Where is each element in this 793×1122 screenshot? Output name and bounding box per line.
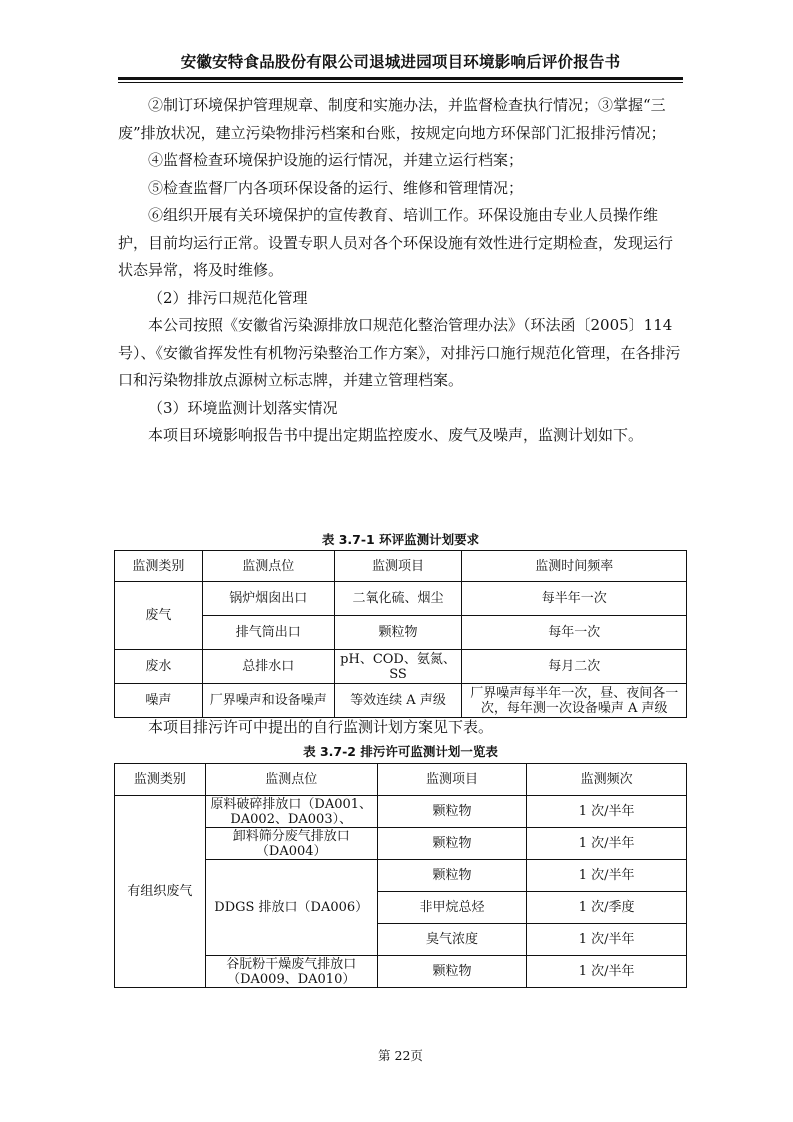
- table-cell: 锅炉烟囱出口: [202, 582, 334, 616]
- table-cell: 颗粒物: [334, 616, 462, 650]
- table-header-row: [115, 764, 687, 796]
- paragraph: ④监督检查环境保护设施的运行情况，并建立运行档案；: [148, 151, 524, 169]
- page-header-title: 安徽安特食品股份有限公司退城进园项目环境影响后评价报告书: [180, 53, 621, 71]
- header-rule-thick: [118, 77, 683, 80]
- table-cell: 厂界噪声和设备噪声: [202, 684, 334, 718]
- table-cell: 二氧化硫、烟尘: [334, 582, 462, 616]
- table-cell: 等效连续 A 声级: [334, 684, 462, 718]
- table-header-cell: 监测点位: [205, 764, 377, 796]
- table-cell: 每半年一次: [462, 582, 687, 616]
- table-cell: pH、COD、氨氮、SS: [334, 650, 462, 684]
- table-cell: 每年一次: [462, 616, 687, 650]
- table-cell: 每月二次: [462, 650, 687, 684]
- table-cell: 1 次/季度: [527, 892, 687, 924]
- table-header-cell: 监测时间频率: [462, 551, 687, 582]
- table-cell: 废水: [115, 650, 203, 684]
- table-cell: 臭气浓度: [377, 924, 527, 956]
- table-header-cell: 监测类别: [115, 551, 203, 582]
- table-cell: 1 次/半年: [527, 828, 687, 860]
- paragraph: 本项目环境影响报告书中提出定期监控废水、废气及噪声，监测计划如下。: [148, 426, 644, 444]
- table-header-row: [115, 551, 687, 582]
- table-cell: 1 次/半年: [527, 924, 687, 956]
- body-text: [118, 92, 683, 450]
- table-cell: 1 次/半年: [527, 956, 687, 988]
- table-cell: 有组织废气: [115, 796, 206, 988]
- table-cell: 总排水口: [202, 650, 334, 684]
- table-cell: 颗粒物: [377, 796, 527, 828]
- table-row: [115, 684, 687, 718]
- table-header-cell: 监测点位: [202, 551, 334, 582]
- table-cell: 1 次/半年: [527, 796, 687, 828]
- header-rule-thin: [118, 82, 683, 83]
- table-header-cell: 监测项目: [377, 764, 527, 796]
- table2-caption: 表 3.7-2 排污许可监测计划一览表: [303, 744, 498, 759]
- table-cell: 厂界噪声每半年一次，昼、夜间各一次，每年测一次设备噪声 A 声级: [462, 684, 687, 718]
- table-header-cell: 监测频次: [527, 764, 687, 796]
- page-number: 第 22页: [378, 1048, 423, 1063]
- paragraph: 本公司按照《安徽省污染源排放口规范化整治管理办法》（环法函〔2005〕114 号）、《安徽省挥发性有机物污染整治工作方案》，对排污口施行规范化管理，在各排污口和污染物排放点源树立标志牌，并建立管理档案。: [118, 316, 681, 389]
- table-cell: 卸料筛分废气排放口（DA004）: [205, 828, 377, 860]
- paragraph: ⑤检查监督厂内各项环保设备的运行、维修和管理情况；: [148, 178, 524, 197]
- table-row: [115, 650, 687, 684]
- table1-caption: 表 3.7-1 环评监测计划要求: [321, 532, 480, 547]
- table-cell: 噪声: [115, 684, 203, 718]
- table-cell: 1 次/半年: [527, 860, 687, 892]
- table-cell: 颗粒物: [377, 828, 527, 860]
- permit-monitoring-table: [114, 763, 687, 988]
- table-cell: 颗粒物: [377, 956, 527, 988]
- section-heading: （3）环境监测计划落实情况: [148, 398, 338, 417]
- paragraph: ⑥组织开展有关环境保护的宣传教育、培训工作。环保设施由专业人员操作维护，目前均运行正常。设置专职人员对各个环保设施有效性进行定期检查，发现运行状态异常，将及时维修。: [118, 206, 674, 279]
- table-row: [115, 796, 687, 828]
- table-cell: 谷朊粉干燥废气排放口（DA009、DA010）: [205, 956, 377, 988]
- monitoring-plan-table: [114, 550, 687, 718]
- paragraph: 本项目排污许可中提出的自行监测计划方案见下表。: [148, 718, 494, 736]
- table-cell: 废气: [115, 582, 203, 650]
- table-cell: 排气筒出口: [202, 616, 334, 650]
- table-cell: 颗粒物: [377, 860, 527, 892]
- table-header-cell: 监测类别: [115, 764, 206, 796]
- table-cell: DDGS 排放口（DA006）: [205, 860, 377, 956]
- table-cell: 非甲烷总烃: [377, 892, 527, 924]
- paragraph: ②制订环境保护管理规章、制度和实施办法，并监督检查执行情况；③掌握“三废”排放状况，建立污染物排污档案和台账，按规定向地方环保部门汇报排污情况；: [118, 96, 666, 142]
- section-heading: （2）排污口规范化管理: [148, 288, 308, 307]
- table-row: [115, 582, 687, 616]
- table-cell: 原料破碎排放口（DA001、DA002、DA003）、: [205, 796, 377, 828]
- table-header-cell: 监测项目: [334, 551, 462, 582]
